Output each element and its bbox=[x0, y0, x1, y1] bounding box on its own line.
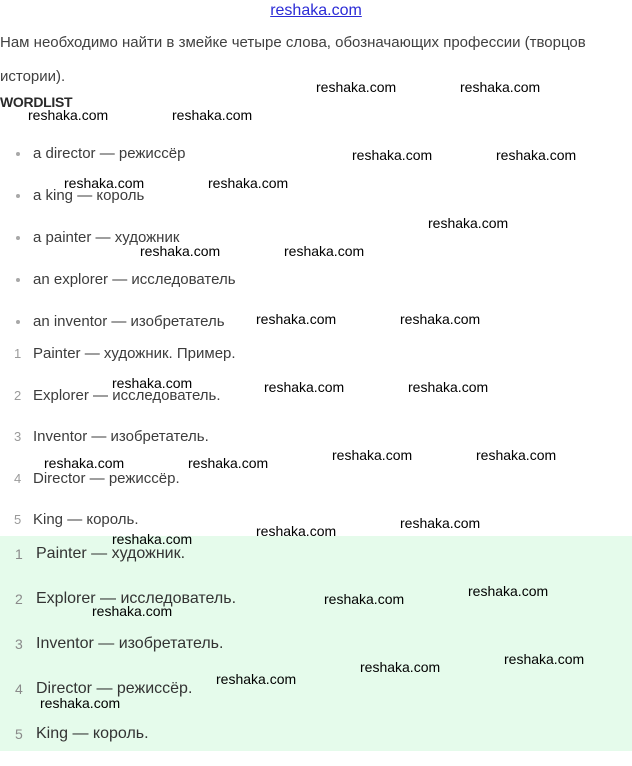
watermark: reshaka.com bbox=[496, 147, 577, 163]
list-item-number: 3 bbox=[14, 429, 22, 445]
wordlist-item-text: a painter — художник bbox=[33, 229, 180, 246]
watermark: reshaka.com bbox=[172, 107, 253, 123]
list-item-number: 1 bbox=[14, 346, 22, 361]
answer-item-number: 5 bbox=[15, 726, 23, 742]
answer-item-number: 1 bbox=[15, 546, 23, 562]
list-item bbox=[0, 465, 632, 507]
watermark: reshaka.com bbox=[468, 583, 549, 599]
bullet-icon bbox=[16, 320, 20, 324]
watermark: reshaka.com bbox=[352, 147, 433, 163]
watermark: reshaka.com bbox=[408, 379, 489, 395]
watermark: reshaka.com bbox=[504, 651, 585, 667]
watermark: reshaka.com bbox=[64, 175, 145, 191]
watermark: reshaka.com bbox=[476, 447, 557, 463]
watermark: reshaka.com bbox=[188, 455, 269, 471]
answer-item bbox=[0, 541, 632, 586]
bullet-icon bbox=[16, 236, 20, 240]
watermark: reshaka.com bbox=[400, 515, 481, 531]
answer-item-number: 4 bbox=[15, 681, 23, 697]
watermark: reshaka.com bbox=[264, 379, 345, 395]
answer-item-text: Painter — художник. bbox=[36, 545, 186, 562]
list-item-text: Director — режиссёр. bbox=[33, 469, 180, 487]
watermark: reshaka.com bbox=[216, 671, 297, 687]
answer-item-text: Director — режиссёр. bbox=[36, 680, 193, 697]
list-item-number: 2 bbox=[14, 387, 22, 403]
watermark: reshaka.com bbox=[460, 79, 541, 95]
wordlist-item-text: a king — король bbox=[33, 187, 145, 204]
watermark: reshaka.com bbox=[208, 175, 289, 191]
list-item-number: 5 bbox=[14, 512, 22, 528]
watermark: reshaka.com bbox=[324, 591, 405, 607]
watermark: reshaka.com bbox=[332, 447, 413, 463]
watermark: reshaka.com bbox=[428, 215, 509, 231]
watermark: reshaka.com bbox=[256, 523, 337, 539]
answer-item-text: Explorer — исследователь. bbox=[36, 590, 237, 607]
list-item-text: Inventor — изобретатель. bbox=[33, 428, 209, 446]
site-header-link[interactable]: reshaka.com bbox=[270, 2, 362, 19]
bullet-icon bbox=[16, 278, 20, 282]
watermark: reshaka.com bbox=[400, 311, 481, 327]
watermark: reshaka.com bbox=[256, 311, 337, 327]
wordlist-item-text: an explorer — исследователь bbox=[33, 271, 236, 288]
watermark: reshaka.com bbox=[92, 603, 173, 619]
list-item-number: 4 bbox=[14, 470, 22, 486]
watermark: reshaka.com bbox=[112, 531, 193, 547]
list-item-text: King — король. bbox=[33, 511, 139, 529]
wordlist-item bbox=[0, 266, 632, 308]
watermark: reshaka.com bbox=[360, 659, 441, 675]
bullet-icon bbox=[16, 152, 20, 156]
numbered-list bbox=[0, 340, 632, 548]
answer-item bbox=[0, 721, 632, 766]
watermark: reshaka.com bbox=[284, 243, 365, 259]
watermark: reshaka.com bbox=[40, 695, 121, 711]
answer-item-text: Inventor — изобретатель. bbox=[36, 635, 224, 652]
bullet-icon bbox=[16, 194, 20, 198]
wordlist-title: WORDLIST bbox=[0, 94, 73, 110]
list-item bbox=[0, 340, 632, 382]
wordlist-item-text: an inventor — изобретатель bbox=[33, 313, 225, 330]
wordlist-item-text: a director — режиссёр bbox=[33, 145, 186, 162]
list-item-text: Explorer — исследователь. bbox=[33, 386, 221, 404]
answer-item-text: King — король. bbox=[36, 725, 149, 742]
watermark: reshaka.com bbox=[28, 107, 109, 123]
watermark: reshaka.com bbox=[44, 455, 125, 471]
list-item-text: Painter — художник. Пример. bbox=[33, 345, 236, 362]
answer-item-number: 2 bbox=[15, 591, 23, 607]
watermark: reshaka.com bbox=[316, 79, 397, 95]
watermark: reshaka.com bbox=[112, 375, 193, 391]
watermark: reshaka.com bbox=[140, 243, 221, 259]
answer-box bbox=[0, 536, 632, 751]
intro-text: Нам необходимо найти в змейке четыре слова, обозначающих профессии (творцов истории). bbox=[0, 34, 586, 85]
answer-item-number: 3 bbox=[15, 636, 23, 652]
